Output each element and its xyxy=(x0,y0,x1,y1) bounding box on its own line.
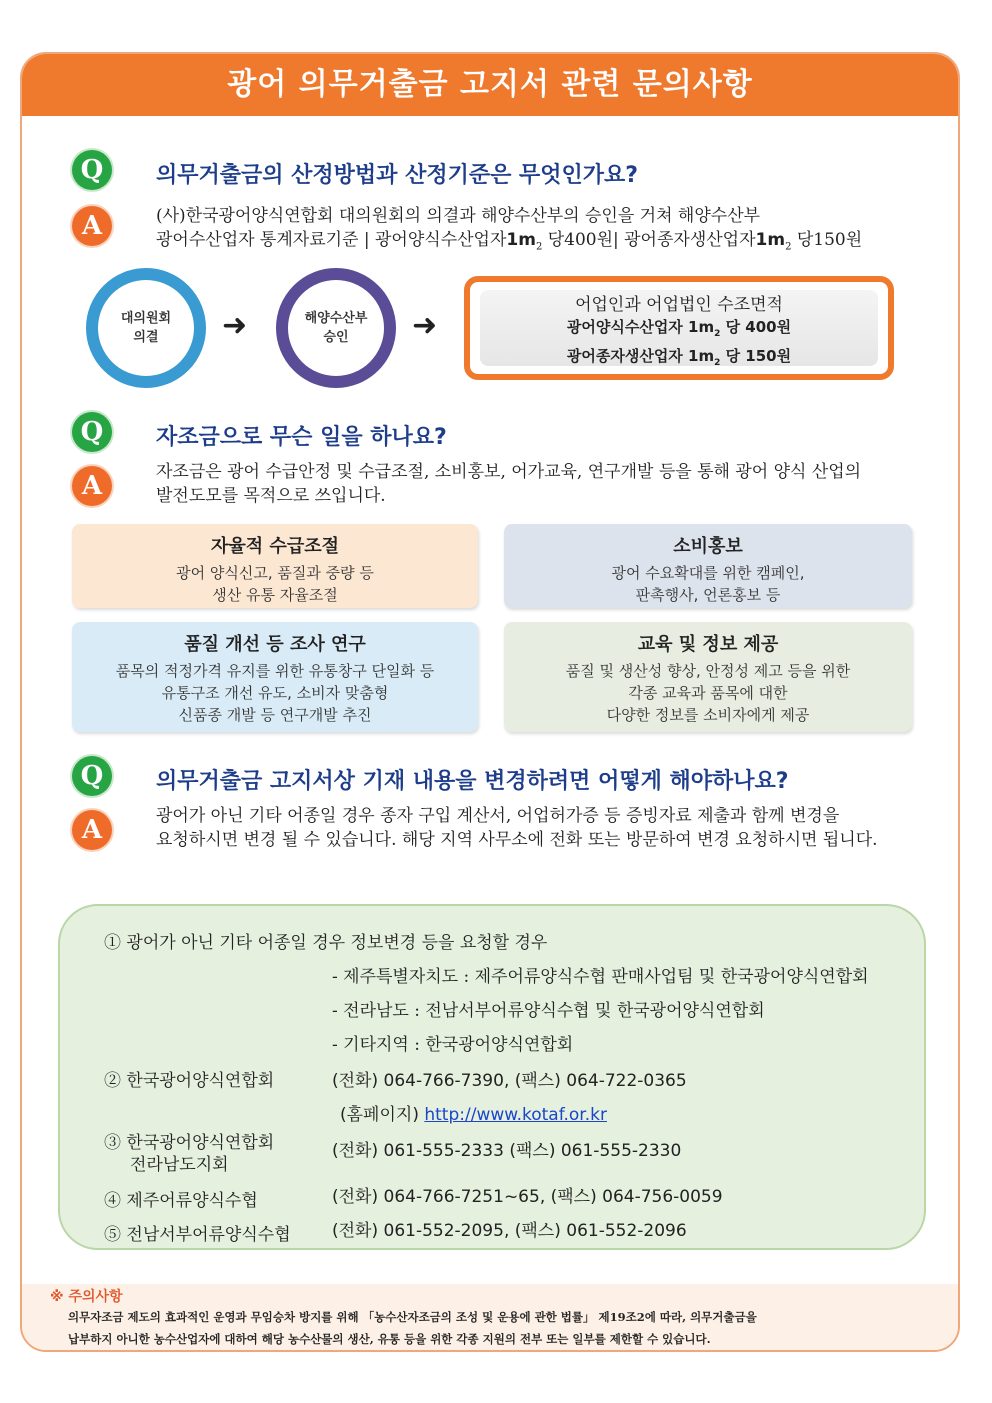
unit-sup: 2 xyxy=(714,329,721,339)
contact-item-2-phone: (전화) 064-766-7390, (팩스) 064-722-0365 xyxy=(332,1071,687,1091)
arrow-right-icon: ➜ xyxy=(222,308,248,343)
contact-item-5-phone: (전화) 061-552-2095, (팩스) 061-552-2096 xyxy=(332,1221,687,1241)
answer-1-line-2-part: 광어수산업자 통계자료기준 | 광어양식수산업자 xyxy=(156,230,507,250)
page-title: 광어 의무거출금 고지서 관련 문의사항 xyxy=(22,54,958,116)
answer-3-line-1: 광어가 아닌 기타 어종일 경우 종자 구입 계산서, 어업허가증 등 증빙자료 제출과 함께 변경을 xyxy=(156,806,840,826)
card-body xyxy=(72,660,478,726)
rate-text: 당 150원 xyxy=(720,347,792,365)
card-line: 광어 수요확대를 위한 캠페인, xyxy=(611,564,805,582)
card-line: 다양한 정보를 소비자에게 제공 xyxy=(606,706,810,724)
contact-item-3-name-line: ③ 한국광어양식연합회 xyxy=(104,1133,275,1153)
card-title: 소비홍보 xyxy=(673,536,743,557)
notice-body xyxy=(68,1306,757,1350)
card-line: 품질 및 생산성 향상, 안정성 제고 등을 위한 xyxy=(565,662,851,680)
contact-item-1: ① 광어가 아닌 기타 어종일 경우 정보변경 등을 요청할 경우 xyxy=(104,933,548,953)
question-1: 의무거출금의 산정방법과 산정기준은 무엇인가요? xyxy=(156,163,639,188)
step-1-label: 대의원회 xyxy=(120,311,172,326)
answer-1-line-2-part: 당150원 xyxy=(791,230,863,250)
contact-item-1-jeju: - 제주특별자치도 : 제주어류양식수협 판매사업팀 및 한국광어양식연합회 xyxy=(332,967,869,987)
unit-m: 1m xyxy=(755,230,786,250)
card-body xyxy=(504,562,912,606)
card-body xyxy=(72,562,478,606)
step-ministry-approval xyxy=(276,268,396,388)
unit-m: 1m xyxy=(506,230,536,250)
rate-box xyxy=(464,276,894,380)
question-2: 자조금으로 무슨 일을 하나요? xyxy=(156,425,447,450)
notice-title: ※ 주의사항 xyxy=(50,1289,123,1305)
card-line: 신품종 개발 등 연구개발 추진 xyxy=(178,706,372,724)
card-line: 판촉행사, 언론홍보 등 xyxy=(635,586,781,604)
rate-text: 당 400원 xyxy=(720,318,792,336)
card-title: 자율적 수급조절 xyxy=(211,536,339,557)
question-3: 의무거출금 고지서상 기재 내용을 변경하려면 어떻게 해야하나요? xyxy=(156,769,789,794)
answer-3 xyxy=(156,804,878,852)
contact-item-3-name xyxy=(104,1132,274,1176)
card-supply-control xyxy=(72,524,478,608)
notice-section xyxy=(22,1284,958,1350)
answer-2-line-1: 자조금은 광어 수급안정 및 수급조절, 소비홍보, 어가교육, 연구개발 등을 통해 광어 양식 산업의 xyxy=(156,462,862,482)
homepage-label: (홈페이지) xyxy=(340,1105,425,1125)
notice-line: 의무자조금 제도의 효과적인 운영과 무임승차 방지를 위해 「농수산자조금의 조성 및 운용에 관한 법률」 제19조2에 따라, 의무거출금을 xyxy=(68,1310,757,1324)
contact-item-1-other: - 기타지역 : 한국광어양식연합회 xyxy=(332,1035,574,1055)
rate-aquaculture xyxy=(480,316,878,345)
rate-box-title: 어업인과 어업법인 수조면적 xyxy=(575,295,783,315)
card-line: 각종 교육과 품목에 대한 xyxy=(628,684,788,702)
rate-seedling xyxy=(480,345,878,374)
question-badge-1: Q xyxy=(72,150,112,190)
step-2-label: 해양수산부 xyxy=(304,311,368,326)
card-line: 생산 유통 자율조절 xyxy=(212,586,338,604)
step-council-resolution xyxy=(86,268,206,388)
answer-1-line-1: (사)한국광어양식연합회 대의원회의 의결과 해양수산부의 승인을 거쳐 해양수산부 xyxy=(156,206,761,226)
answer-1-line-2 xyxy=(156,228,862,259)
contact-item-5-name: ⑤ 전남서부어류양식수협 xyxy=(104,1225,291,1245)
unit-sup: 2 xyxy=(785,241,792,253)
answer-1 xyxy=(156,204,862,259)
question-badge-2: Q xyxy=(72,412,112,452)
homepage-link[interactable]: http://www.kotaf.or.kr xyxy=(424,1105,607,1125)
contact-item-2-name: ② 한국광어양식연합회 xyxy=(104,1071,275,1091)
card-education-info xyxy=(504,622,912,732)
rate-box-content xyxy=(480,290,878,366)
card-line: 유통구조 개선 유도, 소비자 맞춤형 xyxy=(161,684,389,702)
contact-item-4-name: ④ 제주어류양식수협 xyxy=(104,1191,258,1211)
card-title: 품질 개선 등 조사 연구 xyxy=(184,634,366,655)
contact-item-3-name-line: 전라남도지회 xyxy=(130,1155,229,1175)
card-line: 품목의 적정가격 유지를 위한 유통창구 단일화 등 xyxy=(115,662,435,680)
arrow-right-icon: ➜ xyxy=(412,308,438,343)
card-line: 광어 양식신고, 품질과 중량 등 xyxy=(176,564,374,582)
rate-text: 광어양식수산업자 1m xyxy=(566,318,715,336)
answer-3-line-2: 요청하시면 변경 될 수 있습니다. 해당 지역 사무소에 전화 또는 방문하여 변경 요청하시면 됩니다. xyxy=(156,830,878,850)
contact-item-3-phone: (전화) 061-555-2333 (팩스) 061-555-2330 xyxy=(332,1141,682,1161)
question-badge-3: Q xyxy=(72,756,112,796)
contact-item-4-phone: (전화) 064-766-7251~65, (팩스) 064-756-0059 xyxy=(332,1187,723,1207)
rate-text: 광어종자생산업자 1m xyxy=(566,347,715,365)
notice-line: 납부하지 아니한 농수산업자에 대하여 해당 농수산물의 생산, 유통 등을 위한 각종 지원의 전부 또는 일부를 제한할 수 있습니다. xyxy=(68,1332,711,1346)
contact-item-2-homepage xyxy=(340,1100,607,1125)
card-title: 교육 및 정보 제공 xyxy=(637,634,779,655)
answer-1-line-2-part: 당400원| 광어종자생산업자 xyxy=(542,230,756,250)
answer-badge-2: A xyxy=(72,466,112,506)
answer-badge-3: A xyxy=(72,810,112,850)
answer-2 xyxy=(156,460,861,508)
card-quality-research xyxy=(72,622,478,732)
answer-badge-1: A xyxy=(72,206,112,246)
answer-2-line-2: 발전도모를 목적으로 쓰입니다. xyxy=(156,486,386,506)
step-2-label: 승인 xyxy=(323,330,349,345)
step-1-label: 의결 xyxy=(133,330,159,345)
card-consumer-promotion xyxy=(504,524,912,608)
unit-sup: 2 xyxy=(535,241,543,253)
contact-item-1-jeonnam: - 전라남도 : 전남서부어류양식수협 및 한국광어양식연합회 xyxy=(332,1001,765,1021)
card-body xyxy=(504,660,912,726)
unit-sup: 2 xyxy=(714,358,721,368)
contact-box xyxy=(58,904,926,1250)
